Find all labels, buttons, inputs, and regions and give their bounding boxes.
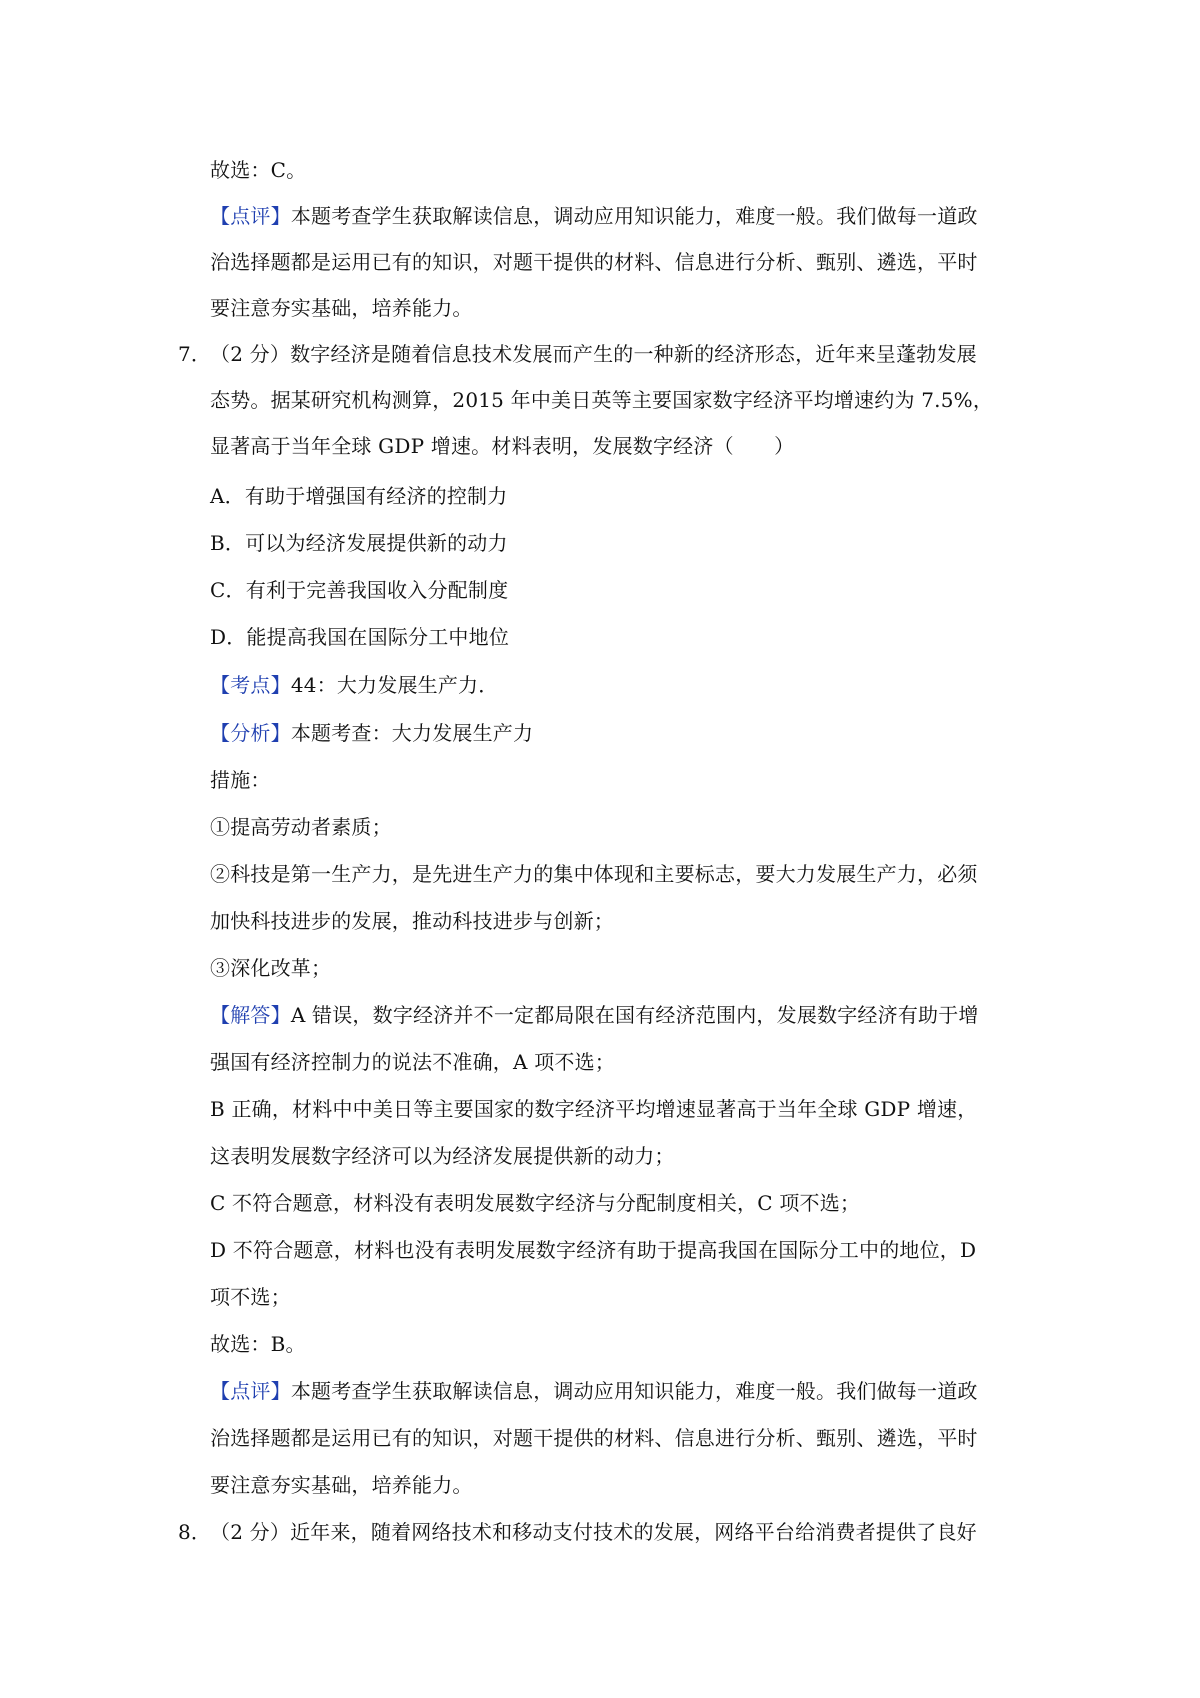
text-line bbox=[210, 1282, 1030, 1312]
comment-tag: 【点评】 bbox=[210, 1379, 291, 1403]
comment-text: 要注意夯实基础，培养能力。 bbox=[210, 296, 473, 320]
text-line bbox=[210, 293, 1030, 323]
knowledge-point-text: 44：大力发展生产力． bbox=[290, 673, 499, 697]
option-d bbox=[210, 622, 1030, 652]
solution-text: A 错误，数字经济并不一定都局限在国有经济范围内，发展数字经济有助于增 bbox=[290, 1003, 979, 1027]
text-line bbox=[210, 765, 1030, 795]
option-a bbox=[210, 481, 1030, 511]
comment-text: 治选择题都是运用已有的知识，对题干提供的材料、信息进行分析、甄别、遴选，平时 bbox=[210, 250, 978, 274]
comment-line bbox=[210, 201, 1030, 231]
analysis-text: 措施： bbox=[210, 768, 271, 792]
text-line bbox=[210, 1235, 1030, 1265]
knowledge-point-line bbox=[210, 670, 1030, 700]
text-line bbox=[210, 1047, 1030, 1077]
question-8-line bbox=[178, 1517, 1030, 1547]
text-line bbox=[210, 1141, 1030, 1171]
solution-text: B 正确，材料中中美日等主要国家的数字经济平均增速显著高于当年全球 GDP 增速， bbox=[210, 1097, 978, 1121]
text-line bbox=[210, 1423, 1030, 1453]
comment-text: 治选择题都是运用已有的知识，对题干提供的材料、信息进行分析、甄别、遴选，平时 bbox=[210, 1426, 978, 1450]
answer-line bbox=[210, 155, 1030, 185]
question-text: 态势。据某研究机构测算，2015 年中美日英等主要国家数字经济平均增速约为 7.5%， bbox=[210, 388, 994, 412]
text-line bbox=[210, 247, 1030, 277]
text-line bbox=[210, 1188, 1030, 1218]
question-text: （2 分）近年来，随着网络技术和移动支付技术的发展，网络平台给消费者提供了良好 bbox=[210, 1520, 977, 1544]
option-text: D．能提高我国在国际分工中地位 bbox=[210, 625, 510, 649]
option-c bbox=[210, 575, 1030, 605]
comment-text: 本题考查学生获取解读信息，调动应用知识能力，难度一般。我们做每一道政 bbox=[290, 204, 978, 228]
text-line bbox=[210, 1094, 1030, 1124]
solution-text: 强国有经济控制力的说法不准确，A 项不选； bbox=[210, 1050, 616, 1074]
text-line bbox=[210, 812, 1030, 842]
knowledge-point-tag: 【考点】 bbox=[210, 673, 291, 697]
analysis-text: ③深化改革； bbox=[210, 956, 332, 980]
question-7-line bbox=[178, 339, 1030, 369]
question-text: （2 分）数字经济是随着信息技术发展而产生的一种新的经济形态，近年来呈蓬勃发展 bbox=[210, 342, 977, 366]
question-text: 显著高于当年全球 GDP 增速。材料表明，发展数字经济（ ） bbox=[210, 434, 795, 458]
solution-text: 这表明发展数字经济可以为经济发展提供新的动力； bbox=[210, 1144, 675, 1168]
answer-text: 故选：C。 bbox=[210, 158, 307, 182]
text-line bbox=[210, 953, 1030, 983]
option-b bbox=[210, 528, 1030, 558]
comment-line bbox=[210, 1376, 1030, 1406]
analysis-text: 本题考查：大力发展生产力 bbox=[290, 721, 534, 745]
option-text: A．有助于增强国有经济的控制力 bbox=[210, 484, 508, 508]
question-number: 7． bbox=[178, 342, 212, 366]
solution-tag: 【解答】 bbox=[210, 1003, 291, 1027]
analysis-text: 加快科技进步的发展，推动科技进步与创新； bbox=[210, 909, 614, 933]
text-line bbox=[210, 906, 1030, 936]
text-line bbox=[210, 1470, 1030, 1500]
question-number: 8． bbox=[178, 1520, 212, 1544]
solution-text: C 不符合题意，材料没有表明发展数字经济与分配制度相关，C 项不选； bbox=[210, 1191, 861, 1215]
comment-tag: 【点评】 bbox=[210, 204, 291, 228]
analysis-text: ②科技是第一生产力，是先进生产力的集中体现和主要标志，要大力发展生产力，必须 bbox=[210, 862, 978, 886]
comment-text: 要注意夯实基础，培养能力。 bbox=[210, 1473, 473, 1497]
analysis-tag: 【分析】 bbox=[210, 721, 291, 745]
text-line bbox=[210, 859, 1030, 889]
solution-text: 项不选； bbox=[210, 1285, 291, 1309]
analysis-line bbox=[210, 718, 1030, 748]
option-text: B．可以为经济发展提供新的动力 bbox=[210, 531, 508, 555]
solution-line bbox=[210, 1000, 1030, 1030]
answer-text: 故选：B。 bbox=[210, 1332, 306, 1356]
analysis-text: ①提高劳动者素质； bbox=[210, 815, 392, 839]
comment-text: 本题考查学生获取解读信息，调动应用知识能力，难度一般。我们做每一道政 bbox=[290, 1379, 978, 1403]
option-text: C．有利于完善我国收入分配制度 bbox=[210, 578, 509, 602]
answer-line bbox=[210, 1329, 1030, 1359]
text-line bbox=[210, 385, 1030, 415]
text-line bbox=[210, 431, 1030, 461]
solution-text: D 不符合题意，材料也没有表明发展数字经济有助于提高我国在国际分工中的地位，D bbox=[210, 1238, 977, 1262]
